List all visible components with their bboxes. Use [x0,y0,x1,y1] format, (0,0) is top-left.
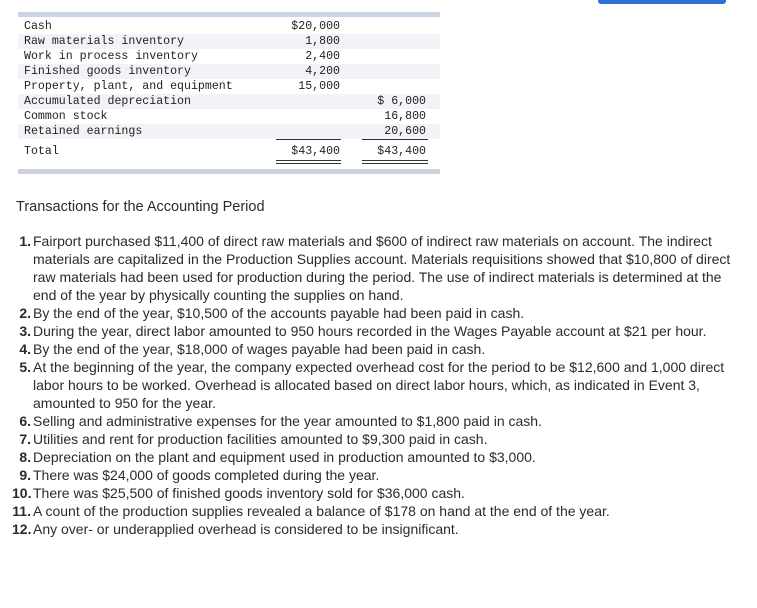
list-item [12,412,747,430]
list-item [12,304,747,322]
item-text: By the end of the year, $18,000 of wages payable had been paid in cash. [33,341,486,357]
table-row [18,49,440,64]
list-item [12,358,747,412]
credit-amount: 20,600 [384,125,426,138]
item-number: 12. [12,521,32,537]
table-row [18,109,440,124]
item-text: There was $24,000 of goods completed during the year. [33,467,380,483]
list-item [12,484,747,502]
table-top-rule [18,12,440,17]
item-text: During the year, direct labor amounted to 950 hours recorded in the Wages Payable account at $21 per hour. [33,323,707,339]
table-row [18,19,440,34]
item-number: 8. [19,449,31,465]
item-text: By the end of the year, $10,500 of the accounts payable had been paid in cash. [33,305,525,321]
item-text: Fairport purchased $11,400 of direct raw materials and $600 of indirect raw materials on account. The indirect materials are capitalized in the Production Supplies account. Materials requisitions showed that $10,800 of direct raw materials had been used for production during the period. The use of indirect materials is determined at the end of the year by physically counting the supplies on hand. [33,233,731,303]
debit-total-rule [276,139,341,140]
item-text: Selling and administrative expenses for the year amounted to $1,800 paid in cash. [33,413,542,429]
debit-amount: 4,200 [305,65,340,78]
item-number: 10. [12,485,32,501]
list-item [12,232,747,304]
item-number: 1. [19,233,31,249]
item-text: Any over- or underapplied overhead is considered to be insignificant. [33,521,459,537]
item-number: 7. [19,431,31,447]
credit-amount: $ 6,000 [377,95,426,108]
item-number: 6. [19,413,31,429]
credit-double-rule [362,163,428,164]
debit-double-rule [276,163,341,164]
account-name: Raw materials inventory [24,35,185,48]
table-row [18,79,440,94]
debit-amount: $20,000 [291,20,340,33]
credit-double-rule [362,160,428,161]
account-name: Retained earnings [24,125,143,138]
item-number: 4. [19,341,31,357]
top-action-button[interactable] [598,0,726,4]
item-number: 2. [19,305,31,321]
total-label: Total [24,145,59,158]
credit-amount: 16,800 [384,110,426,123]
debit-amount: 2,400 [305,50,340,63]
item-text: A count of the production supplies revealed a balance of $178 on hand at the end of the year. [33,503,610,519]
credit-total-rule [362,139,428,140]
list-item [12,448,747,466]
item-text: At the beginning of the year, the company expected overhead cost for the period to be $12,600 and 1,000 direct labor hours to be worked. Overhead is allocated based on direct labor hours, which, as indicated in Event 3, amounted to 950 for the year. [33,359,725,411]
item-text: Utilities and rent for production facilities amounted to $9,300 paid in cash. [33,431,488,447]
item-number: 11. [12,503,31,519]
credit-total: $43,400 [377,145,426,158]
item-text: There was $25,500 of finished goods inventory sold for $36,000 cash. [33,485,465,501]
debit-amount: 15,000 [298,80,340,93]
account-name: Cash [24,20,52,33]
account-name: Property, plant, and equipment [24,80,233,93]
account-name: Accumulated depreciation [24,95,191,108]
list-item [12,322,747,340]
table-row [18,124,440,139]
table-row [18,94,440,109]
list-item [12,340,747,358]
account-name: Finished goods inventory [24,65,191,78]
transactions-list [12,232,747,538]
debit-amount: 1,800 [305,35,340,48]
account-name: Work in process inventory [24,50,198,63]
debit-double-rule [276,160,341,161]
debit-total: $43,400 [291,145,340,158]
table-row [18,64,440,79]
list-item [12,430,747,448]
item-number: 5. [19,359,31,375]
list-item [12,520,747,538]
item-text: Depreciation on the plant and equipment used in production amounted to $3,000. [33,449,536,465]
transactions-heading: Transactions for the Accounting Period [16,199,265,215]
table-row [18,34,440,49]
item-number: 9. [19,467,31,483]
account-name: Common stock [24,110,108,123]
table-bottom-rule [18,169,440,174]
list-item [12,466,747,484]
item-number: 3. [19,323,31,339]
list-item [12,502,747,520]
total-row [18,144,440,159]
